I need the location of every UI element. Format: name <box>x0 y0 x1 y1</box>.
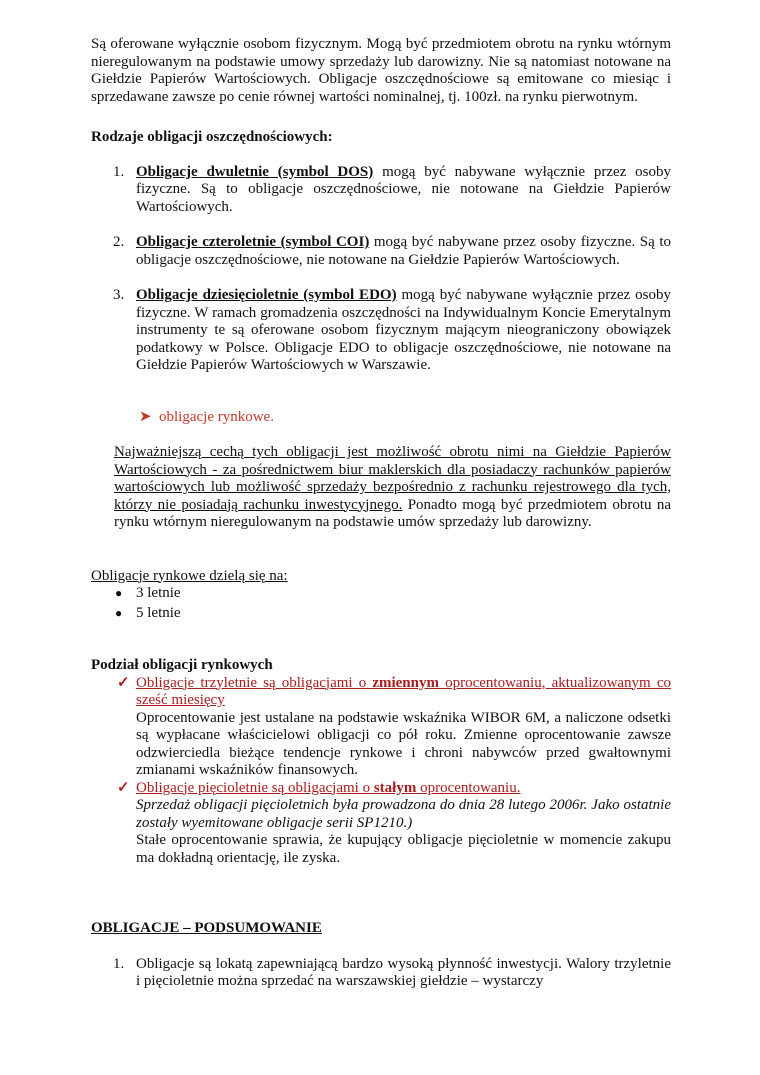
bond-type-text: mogą być nabywane przez osoby fizyczne. Są to obligacje oszczędnościowe, nie notowane na Giełdzie Papierów Wartościowych. <box>136 234 671 268</box>
market-bonds-paragraph <box>91 444 671 532</box>
market-division-label: Obligacje rynkowe dzielą się na: <box>91 567 288 584</box>
bond-item-title: Obligacje trzyletnie są obligacjami o zmiennym oprocentowaniu, aktualizowanym co sześć miesięcy <box>136 674 671 708</box>
summary-item-text: Obligacje są lokatą zapewniającą bardzo wysoką płynność inwestycji. Walory trzyletnie i pięcioletnie można sprzedać na warszawskiej giełdzie – wystarczy <box>136 955 671 989</box>
list-item <box>91 164 671 217</box>
list-item <box>91 675 671 780</box>
list-item <box>91 234 671 269</box>
arrow-bullet-icon: ➤ <box>139 408 152 425</box>
bond-item-description: Stałe oprocentowanie sprawia, że kupujący obligacje pięcioletnie w momencie zakupu ma dokładną orientację, ile zyska. <box>136 832 671 866</box>
bond-item-note: Sprzedaż obligacji pięcioletnich była prowadzona do dnia 28 lutego 2006r. Jako ostatnie zostały wyemitowane obligacje serii SP1210.) <box>136 797 671 831</box>
market-bonds-rest: Ponadto mogą być przedmiotem obrotu na rynku wtórnym nieregulowanym na podstawie umów sprzedaży lub darowizny. <box>114 496 672 530</box>
list-item <box>91 605 671 623</box>
market-bonds-label <box>91 409 671 427</box>
list-number: 1. <box>113 955 125 972</box>
bond-type-title: Obligacje czteroletnie (symbol COI) <box>136 234 370 250</box>
bullet-text: 3 letnie <box>136 585 181 601</box>
summary-heading: OBLIGACJE – PODSUMOWANIE <box>91 920 322 936</box>
list-number: 2. <box>113 234 125 250</box>
bullet-icon: ● <box>115 605 123 620</box>
list-number: 3. <box>113 287 125 303</box>
checkmark-icon: ✓ <box>117 779 130 796</box>
bond-type-title: Obligacje dwuletnie (symbol DOS) <box>136 163 374 180</box>
bond-item-title: Obligacje pięcioletnie są obligacjami o stałym oprocentowaniu. <box>136 779 521 796</box>
bond-item-description: Oprocentowanie jest ustalane na podstawie wskaźnika WIBOR 6M, a naliczone odsetki są wypłacane właścicielowi obligacji co pół roku. Zmienne oprocentowanie zawsze odzwierciedla bieżące tendencje rynkowe i chroni nabywców przed gwałtownymi zmianami wskaźników finansowych. <box>136 709 671 778</box>
list-item <box>91 956 671 991</box>
bullet-text: 5 letnie <box>136 604 181 621</box>
checkmark-icon: ✓ <box>117 674 130 691</box>
list-item <box>91 780 671 868</box>
market-bonds-text: obligacje rynkowe. <box>159 408 274 425</box>
bond-type-text: mogą być nabywane wyłącznie przez osoby fizyczne. Są to obligacje oszczędnościowe, nie notowane na Giełdzie Papierów Wartościowych. <box>136 163 671 215</box>
section-heading-savings-bonds: Rodzaje obligacji oszczędnościowych: <box>91 129 333 145</box>
bond-type-title: Obligacje dziesięcioletnie (symbol EDO) <box>136 287 397 303</box>
document-page <box>91 36 671 991</box>
bullet-icon: ● <box>115 586 123 600</box>
list-number: 1. <box>113 163 125 180</box>
intro-paragraph: Są oferowane wyłącznie osobom fizycznym. Mogą być przedmiotem obrotu na rynku wtórnym nieregulowanym na podstawie umowy sprzedaży lub darowizny. Nie są natomiast notowane na Giełdzie Papierów Wartościowych. Obligacje oszczędnościowe są emitowane co miesiąc i sprzedawane zawsze po cenie równej wartości nominalnej, tj. 100zł. na rynku pierwotnym. <box>91 36 671 105</box>
list-item <box>91 585 671 603</box>
bond-type-text: mogą być nabywane wyłącznie przez osoby fizyczne. W ramach gromadzenia oszczędności na Indywidualnym Koncie Emerytalnym instrumenty te są oferowane osobom fizycznym mającym nieograniczony obowiązek podatkowy w Polsce. Obligacje EDO to obligacje oszczędnościowe, nie notowane na Giełdzie Papierów Wartościowych w Warszawie. <box>136 287 671 373</box>
list-item <box>91 287 671 375</box>
market-bonds-underlined: Najważniejszą cechą tych obligacji jest możliwość obrotu nimi na Giełdzie Papierów Wartościowych - za pośrednictwem biur maklerskich dla posiadaczy rachunków papierów wartościowych lub możliwość sprzedaży bezpośrednio z rachunku rejestrowego dla tych, którzy nie posiadają rachunku inwestycyjnego. <box>114 444 671 513</box>
section-heading-market-bonds: Podział obligacji rynkowych <box>91 657 273 673</box>
